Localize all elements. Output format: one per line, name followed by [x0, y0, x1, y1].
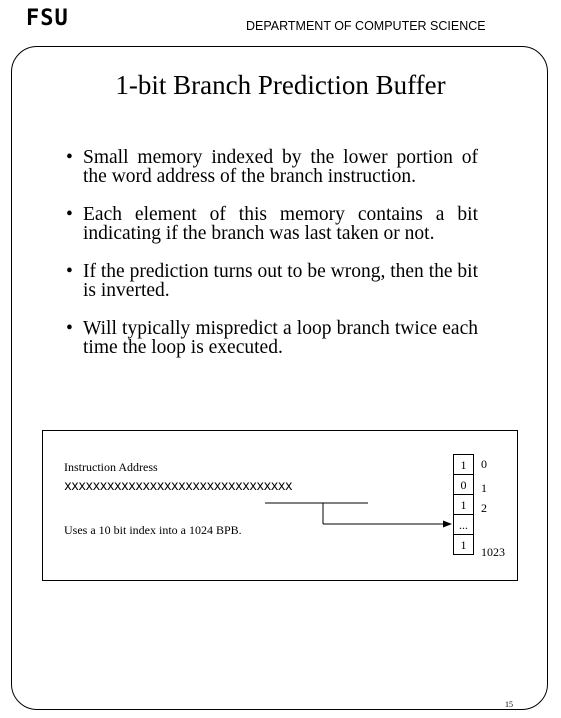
diagram-connector: [43, 431, 519, 582]
page-number: 15: [505, 700, 513, 709]
bullet-marker: •: [66, 204, 73, 225]
arrow-head-icon: [443, 521, 452, 528]
index-note: Uses a 10 bit index into a 1024 BPB.: [64, 523, 242, 537]
address-bits: xxxxxxxxxxxxxxxxxxxxxxxxxxxxxxxx: [64, 479, 293, 494]
bullet-marker: •: [66, 318, 73, 339]
bullet-text: Small memory indexed by the lower portion of the word address of the branch instruction.: [83, 147, 478, 187]
bpb-cell-ellipsis: ...: [453, 514, 474, 535]
bpb-cell: 1: [453, 494, 474, 515]
department-name: DEPARTMENT OF COMPUTER SCIENCE: [246, 19, 486, 33]
bpb-index: 1023: [481, 545, 505, 559]
bpb-index: 2: [481, 501, 487, 515]
bullet-text: Will typically mispredict a loop branch twice each time the loop is executed.: [83, 318, 478, 358]
fsu-logo: FSU: [26, 6, 69, 31]
bpb-cell: 1: [453, 454, 474, 475]
instruction-address-label: Instruction Address: [64, 460, 158, 474]
bullet-marker: •: [66, 261, 73, 282]
bullet-item: [66, 319, 478, 357]
bullet-marker: •: [66, 147, 73, 168]
bpb-cell: 1: [453, 534, 474, 555]
bpb-index: 0: [481, 457, 487, 471]
bullet-item: [66, 262, 478, 300]
bpb-cell: 0: [453, 474, 474, 495]
bullet-text: Each element of this memory contains a bit indicating if the branch was last taken or not.: [83, 204, 478, 244]
bullet-item: [66, 148, 478, 186]
slide-frame: [11, 46, 548, 710]
slide-title: 1-bit Branch Prediction Buffer: [115, 70, 446, 100]
bpb-index: 1: [481, 481, 487, 495]
bpb-diagram: [42, 430, 518, 581]
bullet-text: If the prediction turns out to be wrong, then the bit is inverted.: [83, 261, 478, 301]
bullet-item: [66, 205, 478, 243]
bullet-list: [66, 148, 478, 376]
bpb-cells: [453, 455, 474, 555]
